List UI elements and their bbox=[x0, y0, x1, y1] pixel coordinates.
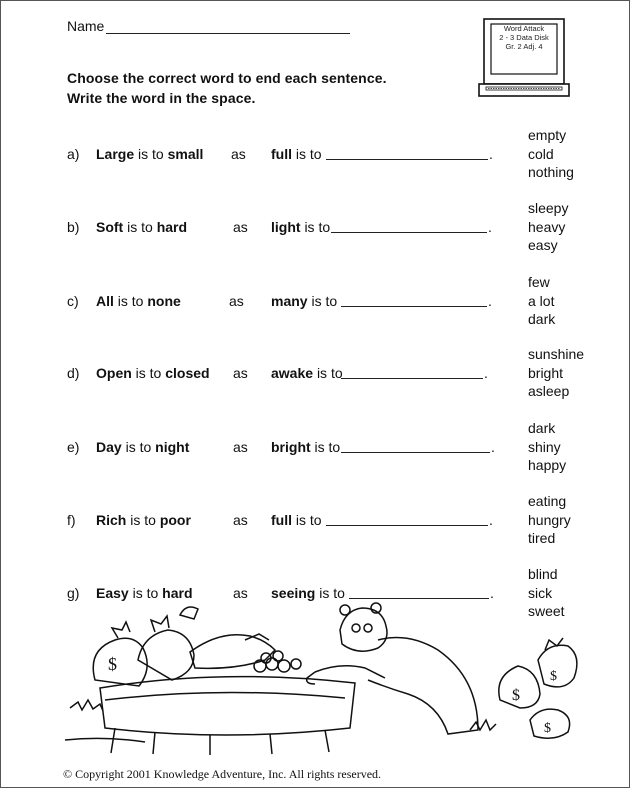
row-letter: d) bbox=[67, 365, 80, 381]
choice-word: easy bbox=[528, 237, 558, 253]
analogy-second-pair: awake is to bbox=[271, 365, 343, 381]
choice-word: asleep bbox=[528, 383, 570, 399]
answer-blank[interactable] bbox=[341, 452, 490, 453]
period: . bbox=[488, 219, 492, 235]
row-letter: f) bbox=[67, 512, 76, 528]
name-line[interactable] bbox=[106, 33, 350, 34]
as-connector: as bbox=[229, 293, 244, 309]
name-label: Name bbox=[67, 18, 105, 34]
row-letter: g) bbox=[67, 585, 80, 601]
choice-word: nothing bbox=[528, 164, 574, 180]
as-connector: as bbox=[233, 512, 248, 528]
answer-blank[interactable] bbox=[341, 306, 487, 307]
analogy-first-pair: Rich is to poor bbox=[96, 512, 191, 528]
analogy-second-pair: light is to bbox=[271, 219, 331, 235]
row-letter: c) bbox=[67, 293, 79, 309]
choice-word: sick bbox=[528, 584, 553, 601]
as-connector: as bbox=[233, 219, 248, 235]
answer-blank[interactable] bbox=[326, 159, 488, 160]
answer-blank[interactable] bbox=[341, 378, 483, 379]
analogy-second-pair: full is to bbox=[271, 512, 322, 528]
choice-word: hungry bbox=[528, 511, 571, 528]
choice-word: blind bbox=[528, 566, 558, 582]
svg-text:$: $ bbox=[512, 687, 520, 704]
copyright-notice: © Copyright 2001 Knowledge Adventure, Inc. All rights reserved. bbox=[63, 767, 382, 781]
word-choices bbox=[528, 419, 566, 475]
svg-text:$: $ bbox=[108, 654, 117, 674]
choice-word: sweet bbox=[528, 603, 565, 619]
as-connector: as bbox=[233, 585, 248, 601]
analogy-first-pair: Easy is to hard bbox=[96, 585, 193, 601]
row-letter: b) bbox=[67, 219, 80, 235]
instruction-line-1: Choose the correct word to end each sentence. bbox=[67, 70, 387, 86]
choice-word: happy bbox=[528, 457, 567, 473]
choice-word: dark bbox=[528, 311, 556, 327]
word-choices bbox=[528, 126, 574, 182]
period: . bbox=[488, 293, 492, 309]
analogy-first-pair: Open is to closed bbox=[96, 365, 210, 381]
analogy-first-pair: Soft is to hard bbox=[96, 219, 188, 235]
bear-with-money-bags-illustration bbox=[60, 590, 590, 760]
answer-blank[interactable] bbox=[326, 525, 488, 526]
choice-word: heavy bbox=[528, 218, 566, 235]
choice-word: sunshine bbox=[528, 346, 585, 362]
choice-word: empty bbox=[528, 127, 567, 143]
analogy-first-pair: All is to none bbox=[96, 293, 181, 309]
analogy-second-pair: many is to bbox=[271, 293, 338, 309]
row-letter: e) bbox=[67, 439, 80, 455]
choice-word: few bbox=[528, 274, 550, 290]
analogy-first-pair: Day is to night bbox=[96, 439, 190, 455]
row-letter: a) bbox=[67, 146, 80, 162]
word-choices bbox=[528, 199, 568, 255]
analogy-second-pair: full is to bbox=[271, 146, 322, 162]
as-connector: as bbox=[233, 365, 248, 381]
choice-word: shiny bbox=[528, 438, 561, 455]
analogy-second-pair: bright is to bbox=[271, 439, 341, 455]
svg-text:$: $ bbox=[544, 721, 551, 736]
period: . bbox=[491, 439, 495, 455]
period: . bbox=[489, 146, 493, 162]
choice-word: sleepy bbox=[528, 200, 569, 216]
svg-text:$: $ bbox=[550, 669, 557, 684]
instruction-line-2: Write the word in the space. bbox=[67, 90, 256, 106]
choice-word: eating bbox=[528, 493, 567, 509]
as-connector: as bbox=[231, 146, 246, 162]
as-connector: as bbox=[233, 439, 248, 455]
choice-word: tired bbox=[528, 530, 556, 546]
monitor-screen-text: Word Attack 2 - 3 Data Disk Gr. 2 Adj. 4 bbox=[499, 24, 549, 51]
analogy-first-pair: Large is to small bbox=[96, 146, 204, 162]
choice-word: dark bbox=[528, 420, 556, 436]
choice-word: cold bbox=[528, 145, 554, 162]
period: . bbox=[484, 365, 488, 381]
answer-blank[interactable] bbox=[331, 232, 487, 233]
analogy-second-pair: seeing is to bbox=[271, 585, 345, 601]
word-choices bbox=[528, 345, 584, 401]
choice-word: bright bbox=[528, 364, 564, 381]
word-choices bbox=[528, 492, 571, 548]
period: . bbox=[489, 512, 493, 528]
word-choices bbox=[528, 273, 555, 329]
choice-word: a lot bbox=[528, 292, 555, 309]
period: . bbox=[490, 585, 494, 601]
